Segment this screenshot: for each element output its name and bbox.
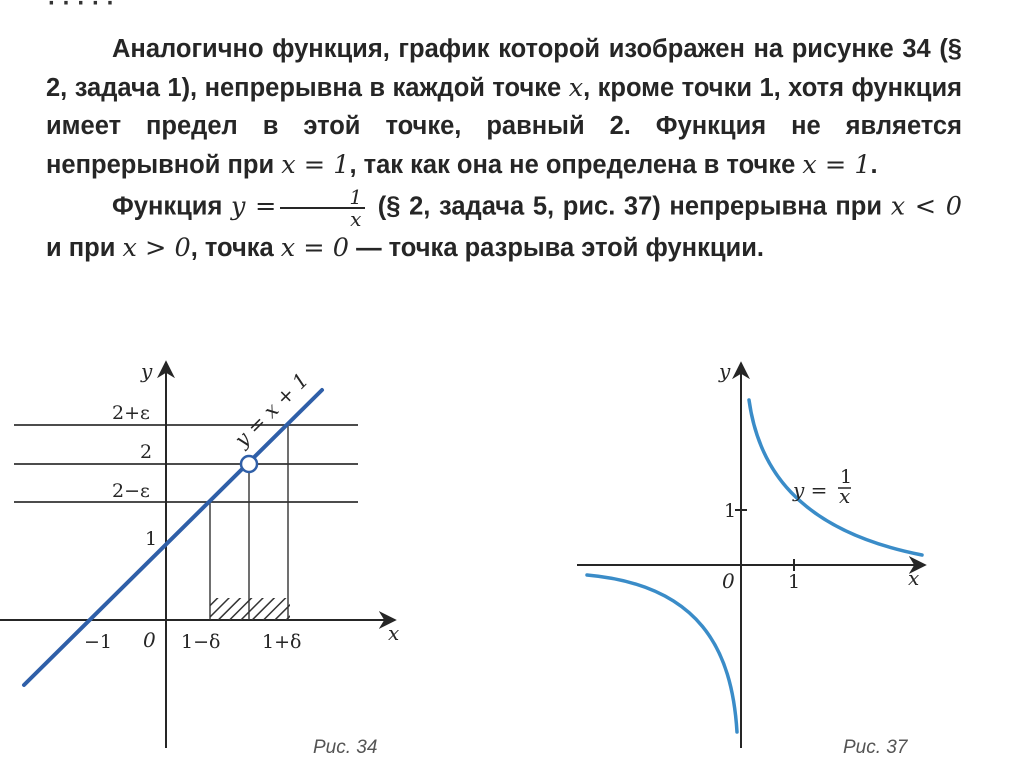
tick-y-2-minus-eps: 2−ε xyxy=(112,480,150,502)
text-run: — точка разрыва этой функции. xyxy=(348,234,764,262)
tick-y-1: 1 xyxy=(145,528,158,550)
math-expr: x > 0 xyxy=(122,233,191,263)
figure-34 xyxy=(0,359,399,758)
y-axis-label: y xyxy=(141,359,153,383)
fraction-numerator: 1 xyxy=(280,187,365,209)
figure-37 xyxy=(577,359,925,758)
cut-off-top-line: · · · · · xyxy=(48,0,115,17)
hatched-interval xyxy=(210,598,290,620)
y-axis-label: y xyxy=(719,359,731,383)
text-run: (§ 2, задача 5, рис. 37) непрерывна при xyxy=(369,192,891,221)
curve-label-lhs: y = xyxy=(793,478,828,502)
tick-y-1: 1 xyxy=(724,500,737,522)
math-expr: x = 1 xyxy=(802,149,871,180)
hyperbola-right-branch xyxy=(749,400,922,555)
tick-x-1-minus-delta: 1−δ xyxy=(181,631,221,653)
tick-y-2-plus-eps: 2+ε xyxy=(112,402,150,424)
origin-label: 0 xyxy=(143,628,156,652)
tick-x-neg-1: −1 xyxy=(84,631,113,653)
text-run: , так как она не определена в точке xyxy=(349,150,803,179)
curve-label-numerator: 1 xyxy=(840,466,853,488)
hole-point xyxy=(241,456,257,472)
x-axis-label: x xyxy=(388,621,400,645)
math-expr: x < 0 xyxy=(890,191,962,222)
fraction-denominator: x xyxy=(350,207,362,231)
x-axis-label: x xyxy=(908,566,920,590)
tick-x-1-plus-delta: 1+δ xyxy=(262,631,302,653)
text-run: и при xyxy=(46,234,123,262)
tick-x-1: 1 xyxy=(788,571,801,593)
text-run: . xyxy=(870,150,878,179)
text-run: Аналогично функция, график которой изображен на рисунке 34 (§ 2, задача 1), непрерывна в каждой точке xyxy=(46,35,962,102)
math-var: x xyxy=(568,72,584,103)
text-run: , кроме точки 1, хотя функция имеет предел в этой точке, равный 2. Функция не является непрерывной при xyxy=(46,73,962,179)
math-expr: x = 1 xyxy=(281,149,350,180)
text-run: , точка xyxy=(190,234,281,262)
line-label: y = x + 1 xyxy=(229,367,314,452)
curve-label-denominator: x xyxy=(839,484,851,508)
figure-caption: Рис. 34 xyxy=(313,737,378,758)
hyperbola-left-branch xyxy=(587,575,737,732)
origin-label: 0 xyxy=(722,569,735,593)
math-expr: y = xyxy=(230,191,277,222)
text-run: Функция xyxy=(112,192,231,221)
figure-caption: Рис. 37 xyxy=(843,737,908,758)
math-expr: x = 0 xyxy=(280,233,349,263)
tick-y-2: 2 xyxy=(140,441,153,463)
